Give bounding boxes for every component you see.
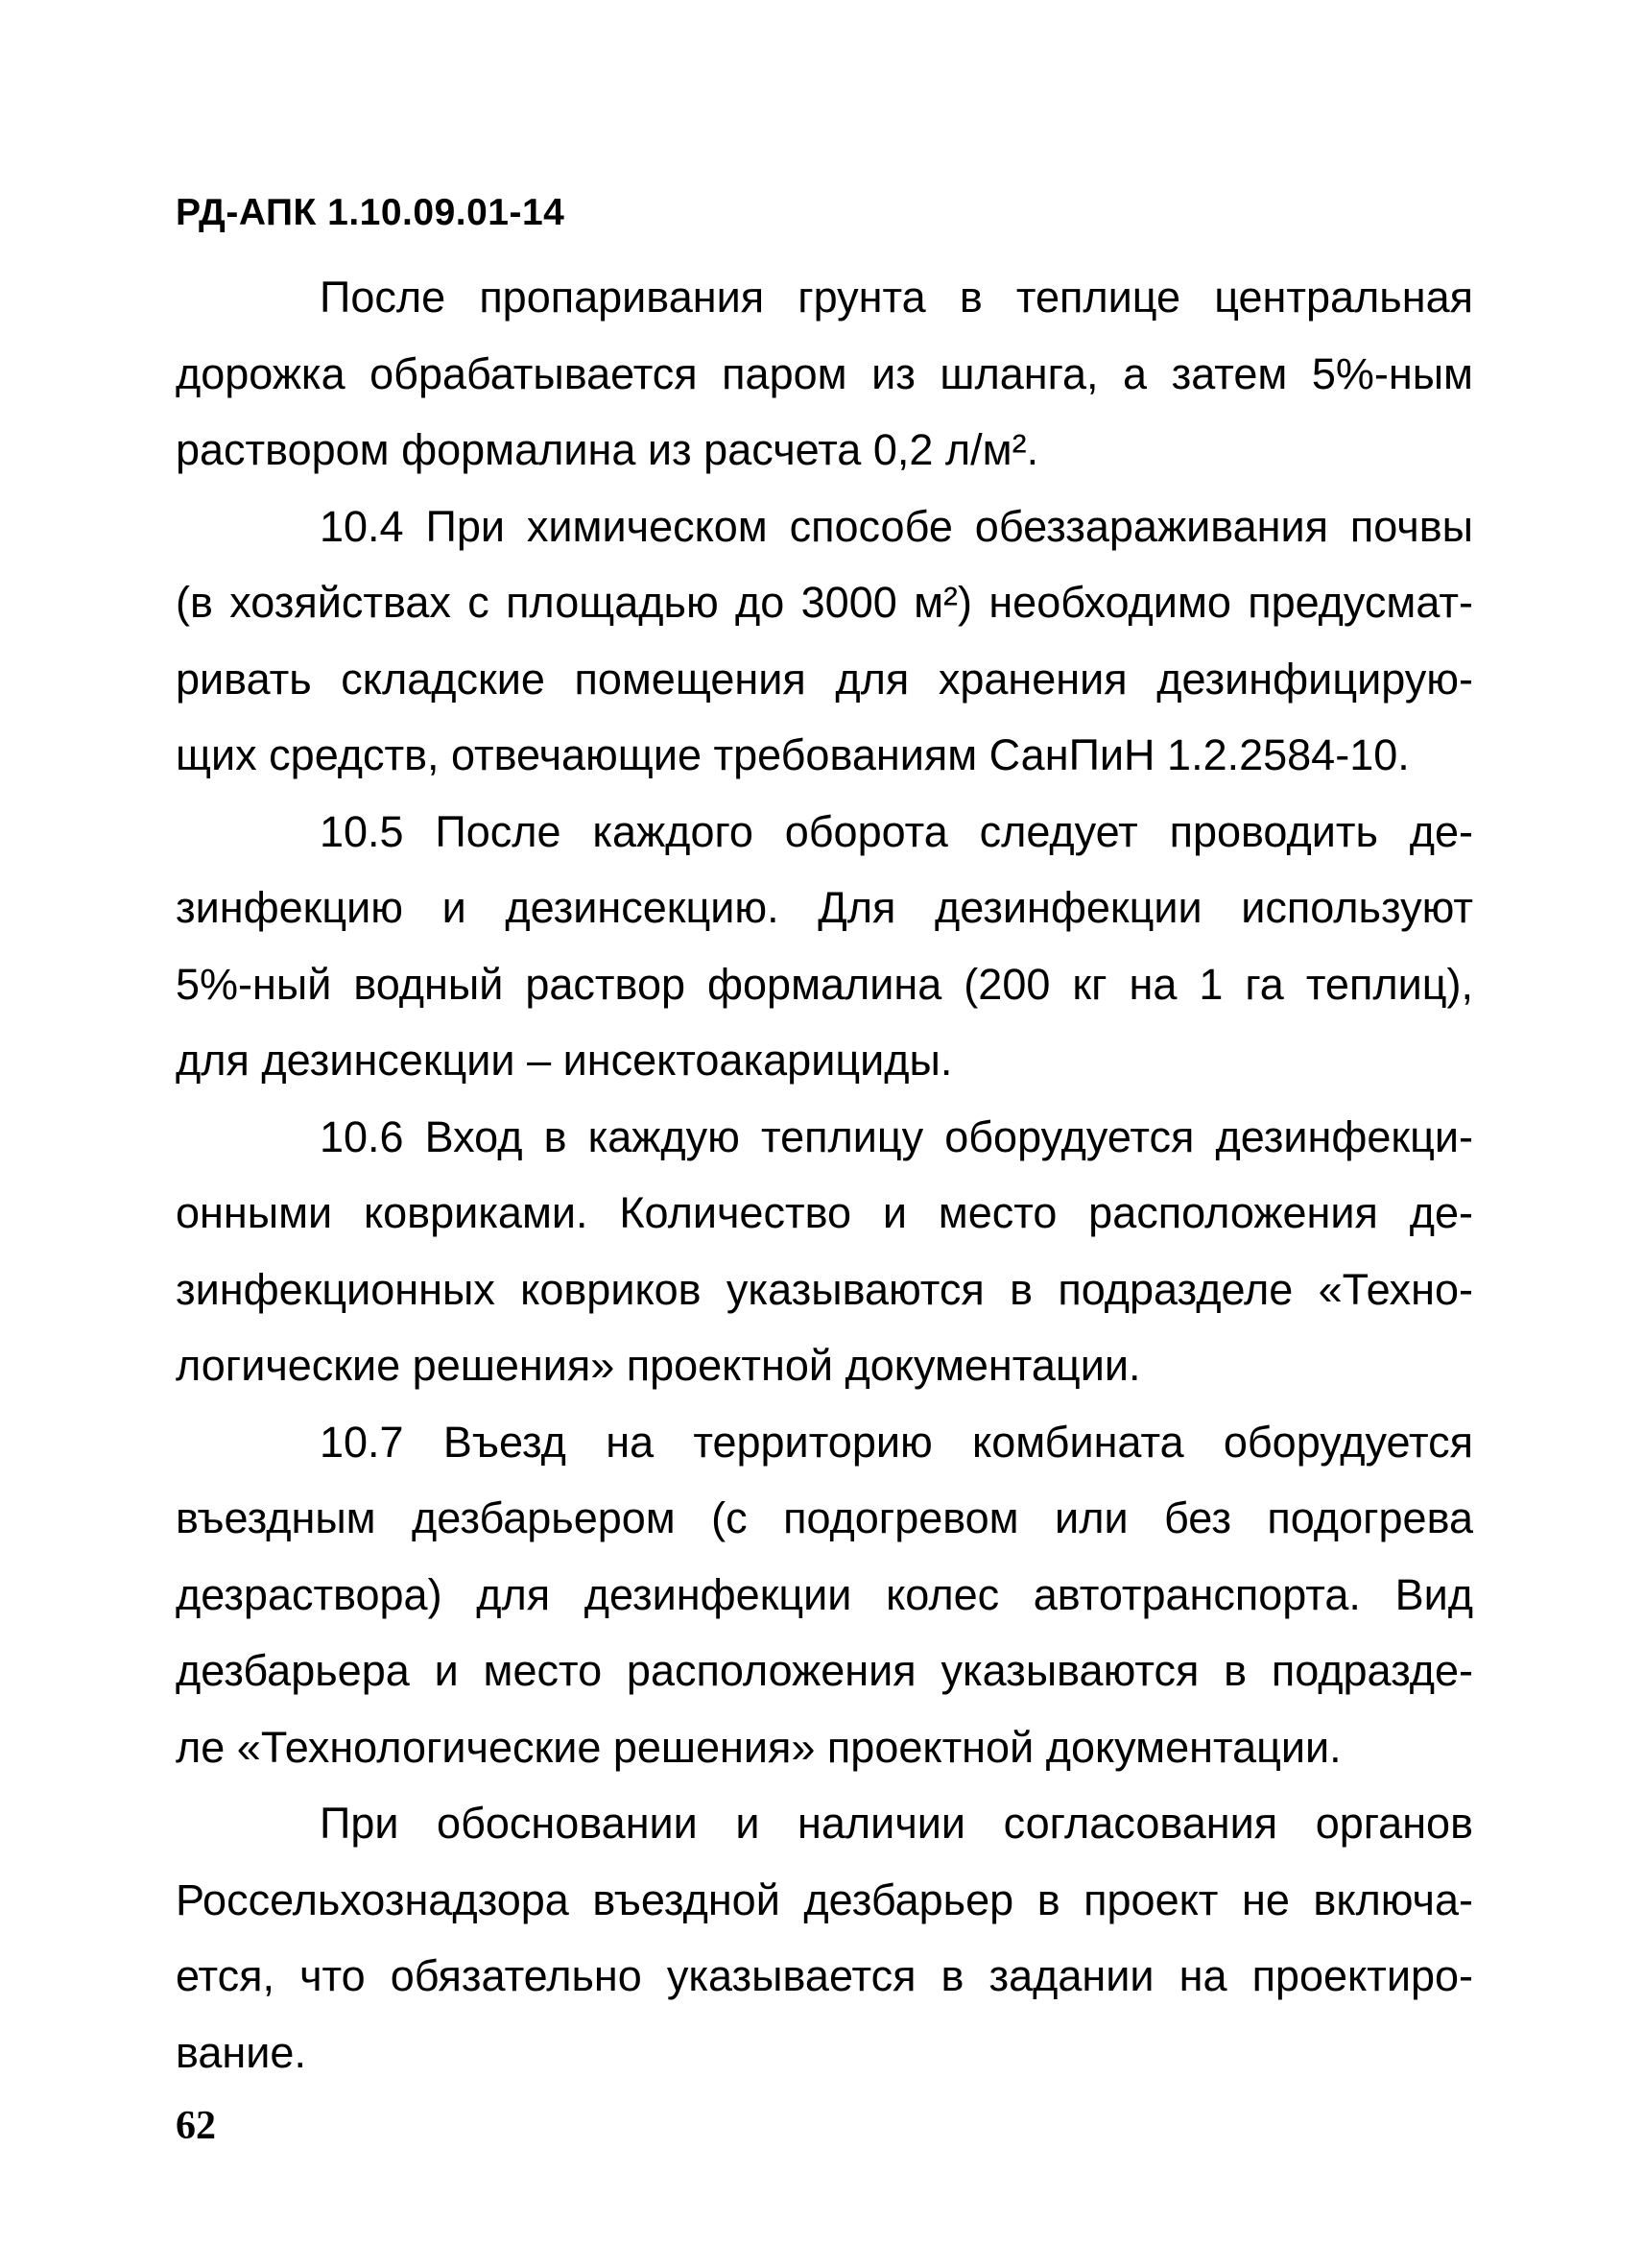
text-line: 10.5 После каждого оборота следует проводить де- xyxy=(320,806,1473,856)
text-line: дезбарьера и место расположения указываются в подразде- xyxy=(176,1646,1473,1695)
text-line: (в хозяйствах с площадью до 3000 м²) необходимо предусмат- xyxy=(176,578,1473,627)
text-line: При обосновании и наличии согласования органов xyxy=(320,1799,1473,1848)
document-code-header: РД-АПК 1.10.09.01-14 xyxy=(176,192,565,233)
text-line: дезраствора) для дезинфекции колес автотранспорта. Вид xyxy=(176,1569,1473,1619)
body-text xyxy=(176,259,1473,2090)
text-line: въездным дезбарьером (с подогревом или без подогрева xyxy=(176,1493,1473,1542)
text-line: 10.7 Въезд на территорию комбината оборудуется xyxy=(320,1417,1473,1467)
text-line: раствором формалина из расчета 0,2 л/м². xyxy=(176,425,1039,474)
text-line: зинфекцию и дезинсекцию. Для дезинфекции используют xyxy=(176,883,1473,932)
paragraph-10-6 xyxy=(176,1099,1473,1404)
text-line: 10.4 При химическом способе обеззараживания почвы xyxy=(320,501,1473,551)
text-line: ривать складские помещения для хранения дезинфицирую- xyxy=(176,654,1473,704)
paragraph-10-5 xyxy=(176,794,1473,1099)
paragraph-justification xyxy=(176,1785,1473,2090)
page-number: 62 xyxy=(176,2104,216,2148)
paragraph-10-4 xyxy=(176,489,1473,794)
text-line: Россельхознадзора въездной дезбарьер в проект не включа- xyxy=(176,1874,1473,1924)
text-line: 5%-ный водный раствор формалина (200 кг на 1 га теплиц), xyxy=(176,959,1473,1009)
text-line: онными ковриками. Количество и место расположения де- xyxy=(176,1188,1473,1237)
text-line: щих средств, отвечающие требованиям СанПиН 1.2.2584-10. xyxy=(176,730,1410,779)
text-line: вание. xyxy=(176,2027,306,2077)
text-line: зинфекционных ковриков указываются в подразделе «Техно- xyxy=(176,1264,1473,1314)
text-line: После пропаривания грунта в теплице центральная xyxy=(320,273,1473,322)
text-line: логические решения» проектной документации. xyxy=(176,1341,1141,1390)
text-line: ле «Технологические решения» проектной документации. xyxy=(176,1722,1342,1772)
text-line: 10.6 Вход в каждую теплицу оборудуется дезинфекци- xyxy=(320,1111,1473,1161)
text-line: для дезинсекции – инсектоакарициды. xyxy=(176,1036,953,1085)
text-line: дорожка обрабатывается паром из шланга, а затем 5%-ным xyxy=(176,348,1473,398)
paragraph-steaming xyxy=(176,259,1473,489)
text-line: ется, что обязательно указывается в задании на проектиро- xyxy=(176,1951,1473,2000)
paragraph-10-7 xyxy=(176,1404,1473,1786)
